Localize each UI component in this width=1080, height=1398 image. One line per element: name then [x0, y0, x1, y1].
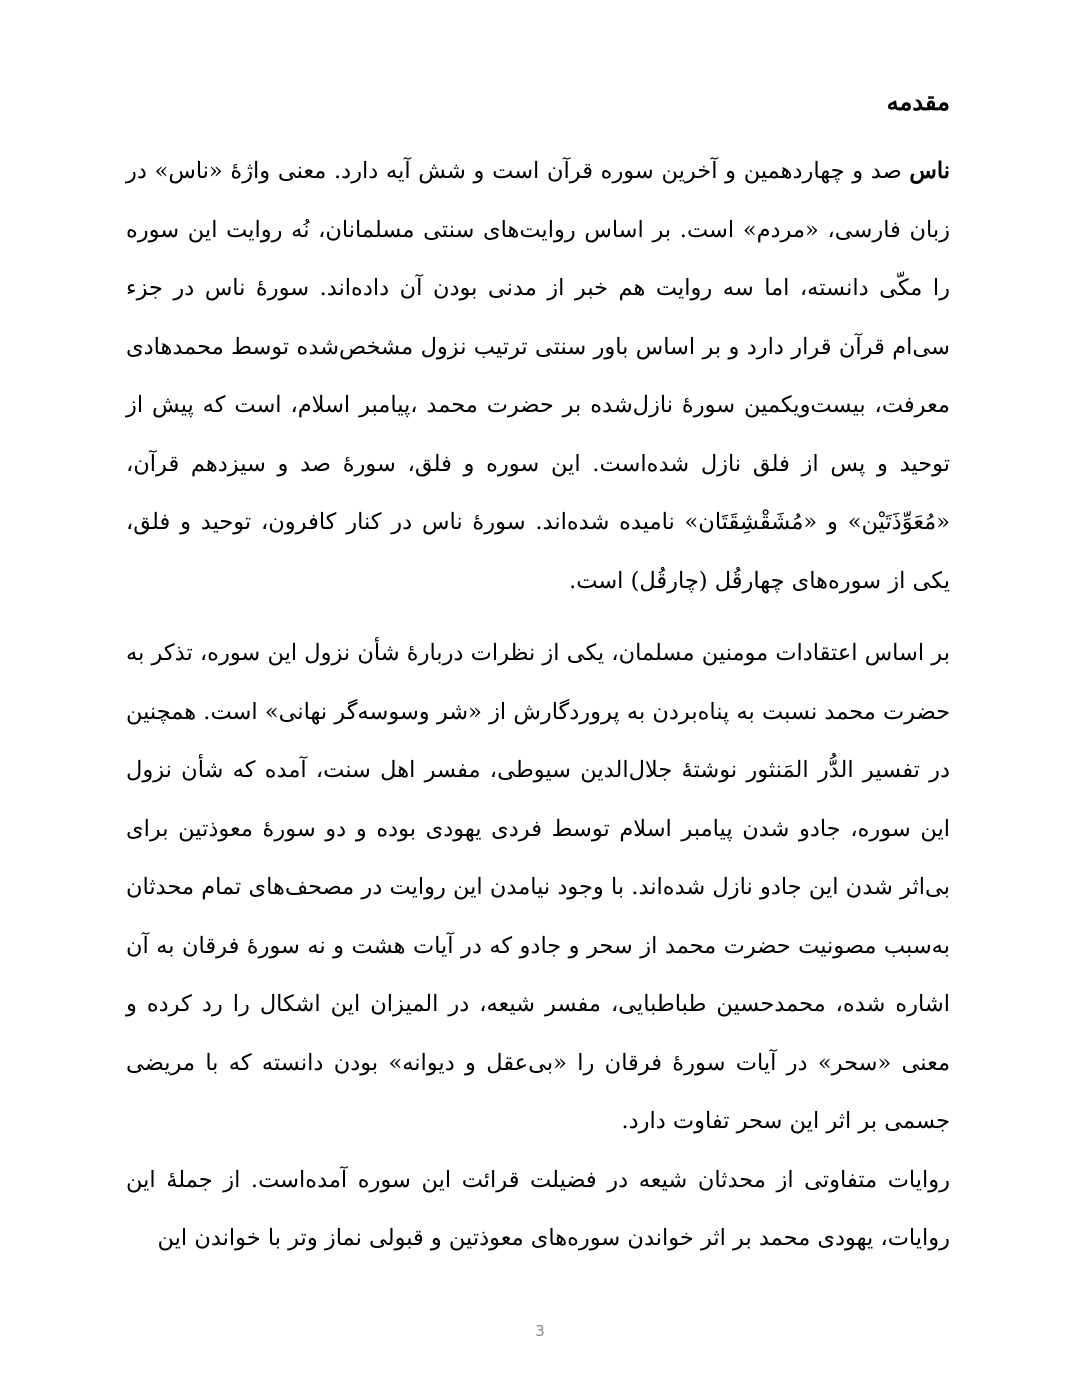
- paragraph-text: صد و چهاردهمین و آخرین سوره قرآن است و شش آیه دارد. معنی واژهٔ «ناس» در زبان فارسی، «مردم» است. بر اساس روایت‌های سنتی مسلمانان، نُه روایت این سوره را مکّی دانسته، اما سه روایت هم خبر از مدنی بودن آن داده‌اند. سورهٔ ناس در جزء سی‌ام قرآن قرار دارد و بر اساس باور سنتی ترتیب نزول مشخص‌شده توسط محمدهادی معرفت، بیست‌ویکمین سورهٔ نازل‌شده بر حضرت محمد ،پیامبر اسلام، است که پیش از توحید و پس از فلق نازل شده‌است. این سوره و فلق، سورهٔ صد و سیزدهم قرآن، «مُعَوِّذَتَیْن» و «مُشَقْشِقَتَان» نامیده شده‌اند. سورهٔ ناس در کنار کافرون، توحید و فلق، یکی از سوره‌های چهارقُل (چارقُل) است.: [126, 158, 950, 594]
- page-number: 3: [535, 1322, 545, 1340]
- paragraph-2: [126, 624, 950, 1151]
- paragraph-lead-term: ناس: [909, 158, 950, 184]
- section-heading: مقدمه: [886, 87, 950, 116]
- paragraph-1: [126, 142, 950, 610]
- paragraph-text: بر اساس اعتقادات مومنین مسلمان، یکی از نظرات دربارهٔ شأن نزول این سوره، تذکر به حضرت محمد نسبت به پناه‌بردن به پروردگارش از «شر وسوسه‌گر نهانی» است. همچنین در تفسیر الدُّر المَنثور نوشتهٔ جلال‌الدین سیوطی، مفسر اهل سنت، آمده که شأن نزول این سوره، جادو شدن پیامبر اسلام توسط فردی یهودی بوده و دو سورهٔ معوذتین برای بی‌اثر شدن این جادو نازل شده‌اند. با وجود نیامدن این روایت در مصحف‌های تمام محدثان به‌سبب مصونیت حضرت محمد از سحر و جادو که در آیات هشت و نه سورهٔ فرقان به آن اشاره شده، محمدحسین طباطبایی، مفسر شیعه، در المیزان این اشکال را رد کرده و معنی «سحر» در آیات سورهٔ فرقان را «بی‌عقل و دیوانه» بودن دانسته که با مریضی جسمی بر اثر این سحر تفاوت دارد.: [126, 640, 950, 1134]
- document-body: [126, 82, 950, 1268]
- paragraph-3: [126, 1151, 950, 1268]
- paragraph-text: روایات متفاوتی از محدثان شیعه در فضیلت قرائت این سوره آمده‌است. از جملهٔ این روایات، یهودی محمد بر اثر خواندن سوره‌های معوذتین و قبولی نماز وتر با خواندن این: [126, 1166, 950, 1251]
